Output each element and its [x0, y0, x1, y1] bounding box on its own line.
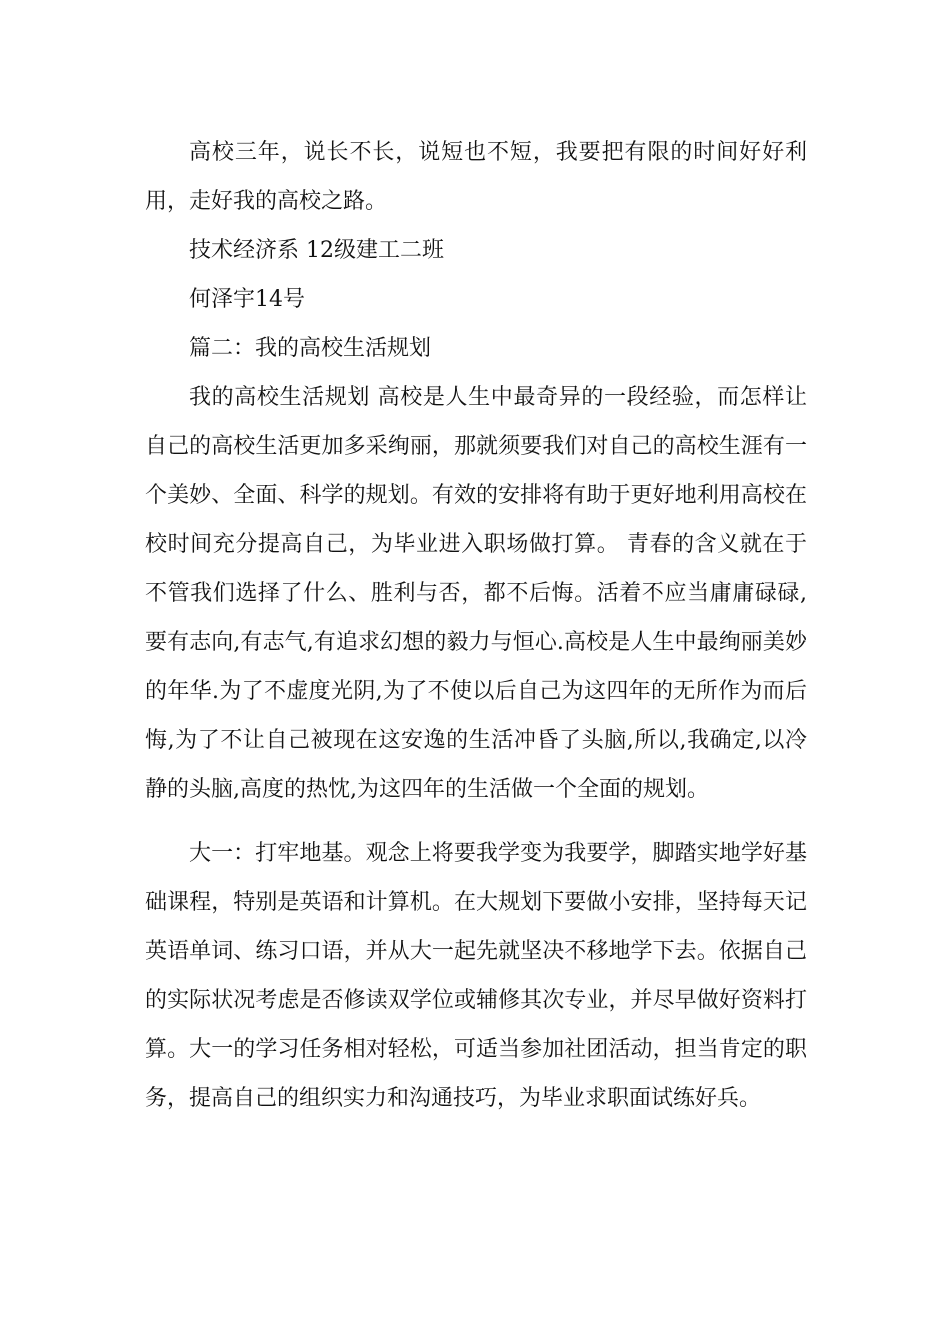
paragraph-intro: 我的高校生活规划 高校是人生中最奇异的一段经验，而怎样让自己的高校生活更加多采绚丽，那就须要我们对自己的高校生涯有一个美妙、全面、科学的规划。有效的安排将有助于更好地利用高校在校时间充分提高自己，为毕业进入职场做打算。 青春的含义就在于不管我们选择了什么、胜利与否，都不后悔。活着不应当庸庸碌碌,要有志向,有志气,有追求幻想的毅力与恒心.高校是人生中最绚丽美妙的年华.为了不虚度光阴,为了不使以后自己为这四年的无所作为而后悔,为了不让自己被现在这安逸的生活冲昏了头脑,所以,我确定,以冷静的头脑,高度的热忱,为这四年的生活做一个全面的规划。 [145, 385, 807, 802]
section-heading: 篇二：我的高校生活规划 [189, 336, 432, 361]
document-body [145, 128, 807, 1123]
paragraph-class-info: 技术经济系 12级建工二班 [189, 238, 444, 263]
paragraph-closing: 高校三年，说长不长，说短也不短，我要把有限的时间好好利用，走好我的高校之路。 [145, 140, 807, 214]
paragraph-year-one: 大一：打牢地基。观念上将要我学变为我要学，脚踏实地学好基础课程，特别是英语和计算机。在大规划下要做小安排，坚持每天记英语单词、练习口语，并从大一起先就坚决不移地学下去。依据自己的实际状况考虑是否修读双学位或辅修其次专业，并尽早做好资料打算。大一的学习任务相对轻松，可适当参加社团活动，担当肯定的职务，提高自己的组织实力和沟通技巧，为毕业求职面试练好兵。 [145, 841, 807, 1111]
paragraph-author: 何泽宇14号 [189, 287, 305, 312]
